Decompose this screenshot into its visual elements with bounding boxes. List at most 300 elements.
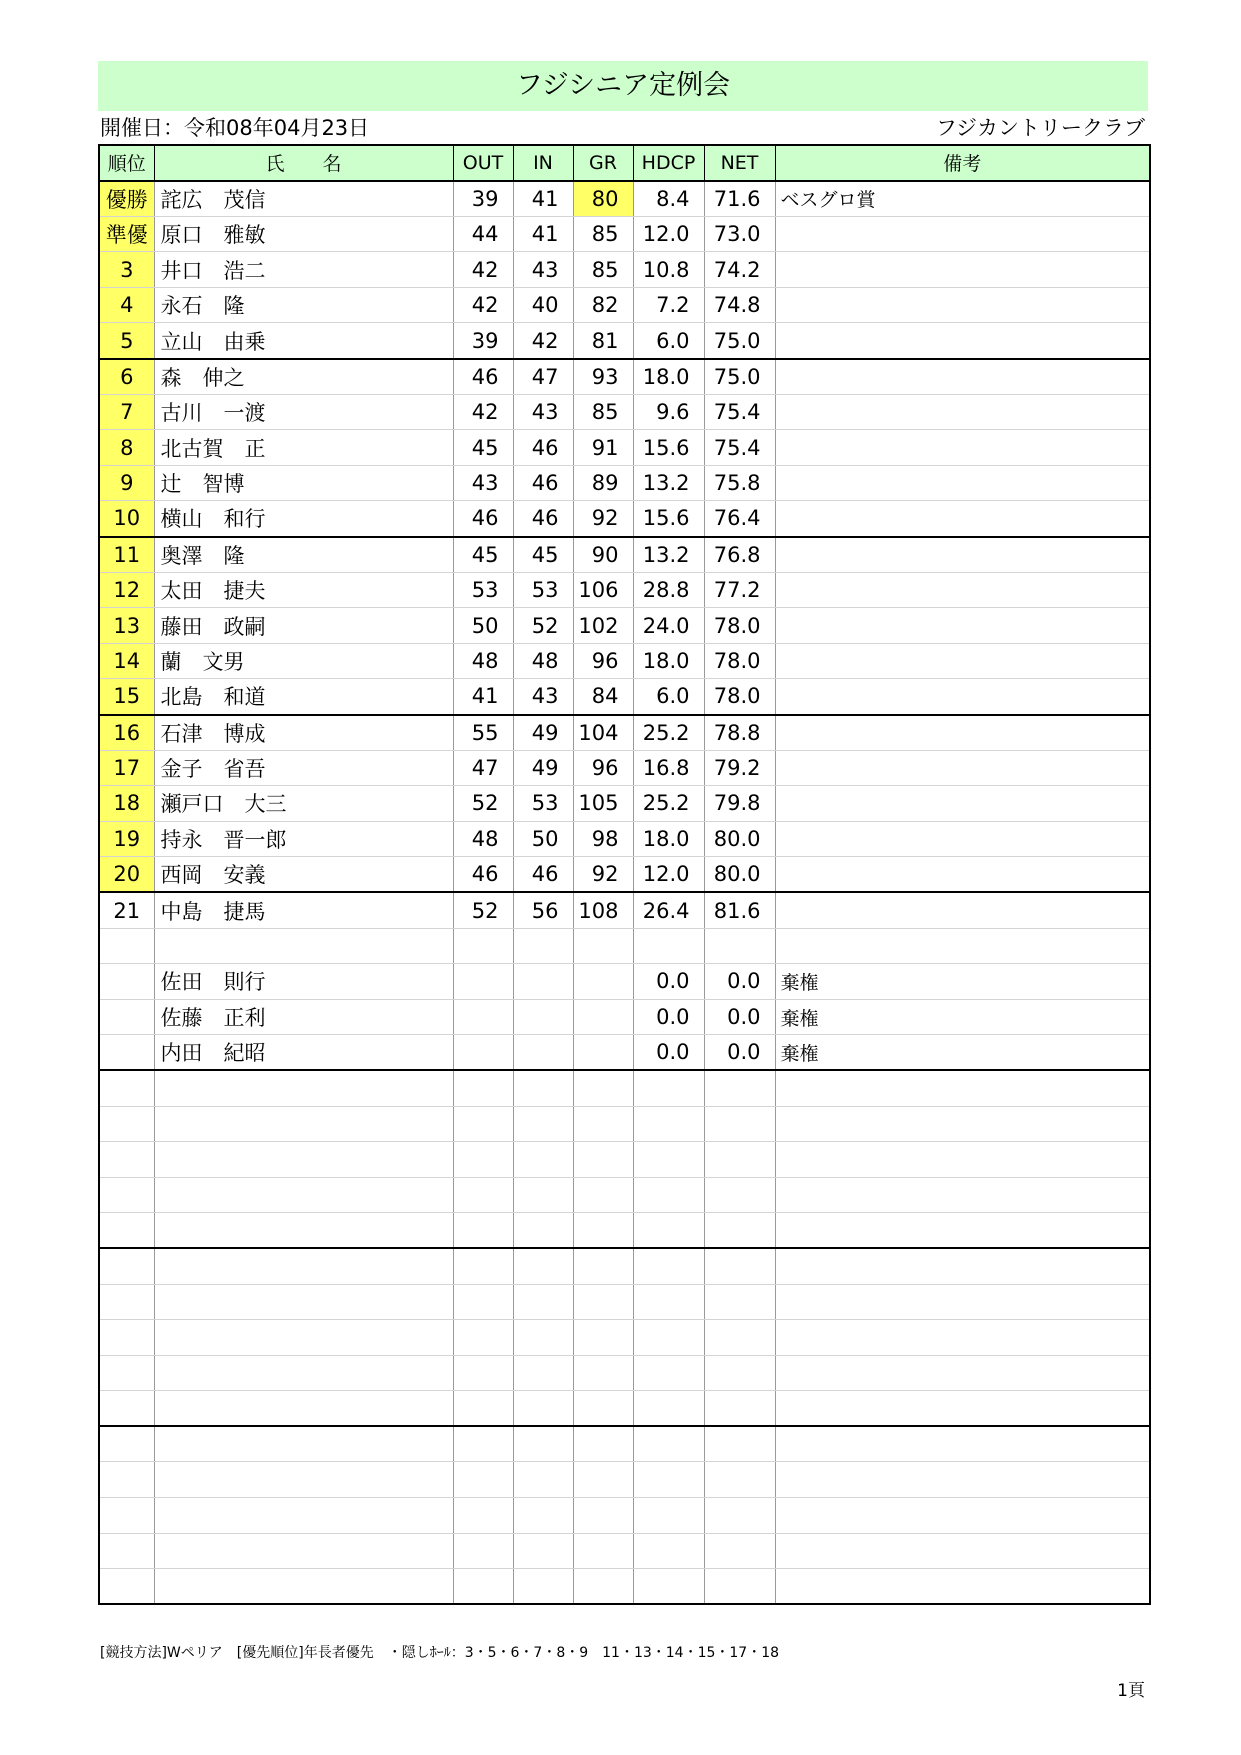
col-hdcp: HDCP <box>633 145 704 181</box>
cell-in: 53 <box>513 786 573 822</box>
cell-name <box>154 1355 453 1391</box>
cell-note <box>775 1106 1150 1142</box>
cell-gr: 102 <box>573 608 633 644</box>
cell-out: 43 <box>453 465 513 501</box>
cell-rank <box>99 1070 154 1106</box>
cell-in: 46 <box>513 857 573 893</box>
cell-hdcp <box>633 1533 704 1569</box>
cell-note <box>775 1177 1150 1213</box>
cell-rank: 5 <box>99 323 154 359</box>
cell-note <box>775 892 1150 928</box>
cell-in: 43 <box>513 679 573 715</box>
cell-note <box>775 572 1150 608</box>
cell-net <box>704 1569 775 1605</box>
table-row <box>99 216 1150 252</box>
table-row <box>99 999 1150 1035</box>
cell-in <box>513 1533 573 1569</box>
cell-name <box>154 1320 453 1356</box>
cell-out <box>453 1391 513 1427</box>
cell-name: 太田 捷夫 <box>154 572 453 608</box>
cell-hdcp: 6.0 <box>633 323 704 359</box>
cell-in <box>513 1177 573 1213</box>
cell-net: 75.8 <box>704 465 775 501</box>
cell-net <box>704 1248 775 1284</box>
cell-net: 0.0 <box>704 1035 775 1071</box>
table-row <box>99 181 1150 217</box>
cell-out <box>453 1320 513 1356</box>
cell-gr <box>573 1498 633 1534</box>
cell-in: 53 <box>513 572 573 608</box>
cell-in <box>513 1248 573 1284</box>
empty-row <box>99 1533 1150 1569</box>
cell-rank <box>99 1248 154 1284</box>
cell-rank <box>99 1284 154 1320</box>
cell-net: 0.0 <box>704 964 775 1000</box>
cell-gr: 81 <box>573 323 633 359</box>
cell-out <box>453 1213 513 1249</box>
table-row <box>99 359 1150 395</box>
table-row <box>99 394 1150 430</box>
cell-rank: 19 <box>99 821 154 857</box>
cell-out <box>453 928 513 964</box>
cell-in <box>513 1426 573 1462</box>
cell-in <box>513 1284 573 1320</box>
cell-hdcp: 15.6 <box>633 430 704 466</box>
empty-row <box>99 1391 1150 1427</box>
cell-gr <box>573 1284 633 1320</box>
cell-out: 53 <box>453 572 513 608</box>
cell-gr <box>573 999 633 1035</box>
cell-out: 52 <box>453 786 513 822</box>
cell-hdcp: 8.4 <box>633 181 704 217</box>
table-row <box>99 465 1150 501</box>
cell-rank <box>99 1106 154 1142</box>
cell-net: 75.4 <box>704 430 775 466</box>
cell-rank: 15 <box>99 679 154 715</box>
cell-out <box>453 1106 513 1142</box>
cell-gr <box>573 1248 633 1284</box>
cell-out: 55 <box>453 715 513 751</box>
cell-name <box>154 1177 453 1213</box>
competition-notes: [競技方法]Wペリア [優先順位]年長者優先 ・隠しﾎｰﾙ：3・5・6・7・8・9 11・13・14・15・17・18 <box>100 1645 780 1661</box>
cell-gr <box>573 1142 633 1178</box>
cell-rank <box>99 1569 154 1605</box>
cell-rank <box>99 999 154 1035</box>
table-row <box>99 287 1150 323</box>
cell-name: 立山 由乗 <box>154 323 453 359</box>
col-note: 備考 <box>775 145 1150 181</box>
empty-row <box>99 1106 1150 1142</box>
cell-in <box>513 1320 573 1356</box>
cell-hdcp: 18.0 <box>633 643 704 679</box>
cell-in <box>513 1106 573 1142</box>
cell-gr <box>573 1106 633 1142</box>
cell-rank <box>99 1426 154 1462</box>
empty-row <box>99 1142 1150 1178</box>
empty-row <box>99 1177 1150 1213</box>
col-in: IN <box>513 145 573 181</box>
cell-note <box>775 679 1150 715</box>
cell-hdcp <box>633 1462 704 1498</box>
cell-note <box>775 1533 1150 1569</box>
cell-hdcp: 18.0 <box>633 821 704 857</box>
cell-rank: 優勝 <box>99 181 154 217</box>
cell-out <box>453 1355 513 1391</box>
cell-rank <box>99 1142 154 1178</box>
cell-rank <box>99 1533 154 1569</box>
cell-gr: 85 <box>573 394 633 430</box>
cell-net: 79.8 <box>704 786 775 822</box>
cell-gr: 108 <box>573 892 633 928</box>
cell-in: 42 <box>513 323 573 359</box>
empty-row <box>99 1284 1150 1320</box>
cell-out: 39 <box>453 181 513 217</box>
cell-rank: 20 <box>99 857 154 893</box>
cell-gr <box>573 928 633 964</box>
cell-gr <box>573 1462 633 1498</box>
cell-net <box>704 1106 775 1142</box>
cell-out: 52 <box>453 892 513 928</box>
cell-net <box>704 1355 775 1391</box>
cell-net <box>704 1070 775 1106</box>
cell-out <box>453 1426 513 1462</box>
cell-in: 43 <box>513 394 573 430</box>
cell-hdcp: 7.2 <box>633 287 704 323</box>
table-row <box>99 501 1150 537</box>
cell-note <box>775 857 1150 893</box>
cell-net: 81.6 <box>704 892 775 928</box>
cell-net: 78.0 <box>704 643 775 679</box>
cell-hdcp: 25.2 <box>633 786 704 822</box>
cell-hdcp <box>633 1213 704 1249</box>
cell-in: 48 <box>513 643 573 679</box>
cell-net: 73.0 <box>704 216 775 252</box>
cell-hdcp: 25.2 <box>633 715 704 751</box>
cell-note <box>775 786 1150 822</box>
cell-name: 奥澤 隆 <box>154 537 453 573</box>
cell-net: 75.0 <box>704 359 775 395</box>
cell-gr <box>573 1569 633 1605</box>
cell-note <box>775 1320 1150 1356</box>
cell-gr: 80 <box>573 181 633 217</box>
cell-hdcp: 16.8 <box>633 750 704 786</box>
cell-in <box>513 1213 573 1249</box>
cell-hdcp <box>633 1355 704 1391</box>
cell-in: 52 <box>513 608 573 644</box>
cell-rank: 3 <box>99 252 154 288</box>
cell-name <box>154 1391 453 1427</box>
empty-row <box>99 1426 1150 1462</box>
cell-out <box>453 1498 513 1534</box>
cell-in <box>513 1498 573 1534</box>
cell-gr: 93 <box>573 359 633 395</box>
cell-note <box>775 465 1150 501</box>
cell-in <box>513 1569 573 1605</box>
cell-rank: 18 <box>99 786 154 822</box>
empty-row <box>99 1462 1150 1498</box>
table-row <box>99 964 1150 1000</box>
cell-gr: 90 <box>573 537 633 573</box>
cell-note <box>775 252 1150 288</box>
table-row <box>99 643 1150 679</box>
cell-hdcp: 10.8 <box>633 252 704 288</box>
cell-note <box>775 608 1150 644</box>
cell-rank: 11 <box>99 537 154 573</box>
cell-gr: 91 <box>573 430 633 466</box>
cell-note <box>775 537 1150 573</box>
cell-in: 49 <box>513 715 573 751</box>
cell-rank: 12 <box>99 572 154 608</box>
cell-name: 辻 智博 <box>154 465 453 501</box>
cell-name <box>154 1142 453 1178</box>
cell-out: 46 <box>453 857 513 893</box>
cell-rank <box>99 1213 154 1249</box>
table-row <box>99 715 1150 751</box>
cell-name <box>154 1284 453 1320</box>
cell-in: 41 <box>513 181 573 217</box>
cell-name <box>154 1569 453 1605</box>
cell-rank: 21 <box>99 892 154 928</box>
cell-net: 78.0 <box>704 679 775 715</box>
cell-rank <box>99 928 154 964</box>
cell-net <box>704 1142 775 1178</box>
table-row <box>99 892 1150 928</box>
cell-out <box>453 1248 513 1284</box>
cell-gr: 105 <box>573 786 633 822</box>
cell-name: 原口 雅敏 <box>154 216 453 252</box>
cell-gr: 85 <box>573 216 633 252</box>
cell-note <box>775 821 1150 857</box>
cell-in <box>513 1391 573 1427</box>
cell-rank: 8 <box>99 430 154 466</box>
cell-note <box>775 1391 1150 1427</box>
table-row <box>99 821 1150 857</box>
cell-name: 詫広 茂信 <box>154 181 453 217</box>
cell-net: 79.2 <box>704 750 775 786</box>
page-number: 1頁 <box>1117 1681 1145 1701</box>
cell-out: 42 <box>453 394 513 430</box>
cell-hdcp <box>633 1248 704 1284</box>
empty-row <box>99 1213 1150 1249</box>
cell-net <box>704 1320 775 1356</box>
cell-name: 北島 和道 <box>154 679 453 715</box>
cell-in: 46 <box>513 501 573 537</box>
cell-rank <box>99 1462 154 1498</box>
cell-gr <box>573 1533 633 1569</box>
cell-net: 76.8 <box>704 537 775 573</box>
cell-gr <box>573 1391 633 1427</box>
cell-note <box>775 1569 1150 1605</box>
cell-net <box>704 1284 775 1320</box>
cell-net: 75.4 <box>704 394 775 430</box>
empty-row <box>99 1498 1150 1534</box>
cell-gr <box>573 1320 633 1356</box>
cell-hdcp <box>633 1320 704 1356</box>
cell-net: 74.8 <box>704 287 775 323</box>
col-name: 氏 名 <box>154 145 453 181</box>
cell-rank <box>99 1498 154 1534</box>
cell-rank: 16 <box>99 715 154 751</box>
cell-gr <box>573 1035 633 1071</box>
cell-note <box>775 394 1150 430</box>
cell-note <box>775 1498 1150 1534</box>
cell-hdcp: 13.2 <box>633 537 704 573</box>
cell-in: 50 <box>513 821 573 857</box>
cell-rank: 13 <box>99 608 154 644</box>
cell-hdcp: 12.0 <box>633 216 704 252</box>
cell-note <box>775 1284 1150 1320</box>
cell-note <box>775 750 1150 786</box>
cell-in <box>513 1142 573 1178</box>
cell-net: 77.2 <box>704 572 775 608</box>
cell-rank: 10 <box>99 501 154 537</box>
cell-hdcp: 12.0 <box>633 857 704 893</box>
cell-name: 横山 和行 <box>154 501 453 537</box>
results-table <box>98 144 1151 1605</box>
cell-gr <box>573 964 633 1000</box>
cell-in: 46 <box>513 430 573 466</box>
cell-hdcp <box>633 928 704 964</box>
col-rank: 順位 <box>99 145 154 181</box>
cell-in: 45 <box>513 537 573 573</box>
cell-out: 48 <box>453 643 513 679</box>
cell-in: 40 <box>513 287 573 323</box>
cell-gr: 82 <box>573 287 633 323</box>
cell-hdcp: 6.0 <box>633 679 704 715</box>
table-row <box>99 323 1150 359</box>
cell-note: 棄権 <box>775 1035 1150 1071</box>
table-row <box>99 1035 1150 1071</box>
club-name: フジカントリークラブ <box>935 116 1145 140</box>
cell-name <box>154 1533 453 1569</box>
cell-out <box>453 1569 513 1605</box>
cell-rank: 17 <box>99 750 154 786</box>
cell-gr <box>573 1213 633 1249</box>
cell-net <box>704 1213 775 1249</box>
cell-name <box>154 1426 453 1462</box>
table-row <box>99 572 1150 608</box>
cell-net: 75.0 <box>704 323 775 359</box>
cell-name: 中島 捷馬 <box>154 892 453 928</box>
cell-note <box>775 1213 1150 1249</box>
cell-in <box>513 1355 573 1391</box>
cell-gr: 84 <box>573 679 633 715</box>
empty-row <box>99 1070 1150 1106</box>
cell-net: 80.0 <box>704 857 775 893</box>
cell-note <box>775 1070 1150 1106</box>
cell-note <box>775 715 1150 751</box>
cell-hdcp: 28.8 <box>633 572 704 608</box>
cell-name <box>154 1070 453 1106</box>
cell-hdcp: 9.6 <box>633 394 704 430</box>
cell-out <box>453 964 513 1000</box>
cell-hdcp: 24.0 <box>633 608 704 644</box>
cell-rank: 14 <box>99 643 154 679</box>
empty-row <box>99 1355 1150 1391</box>
cell-name <box>154 1248 453 1284</box>
table-row <box>99 252 1150 288</box>
cell-gr: 92 <box>573 857 633 893</box>
cell-name: 持永 晋一郎 <box>154 821 453 857</box>
cell-out: 47 <box>453 750 513 786</box>
cell-out <box>453 1284 513 1320</box>
empty-row <box>99 1248 1150 1284</box>
col-net: NET <box>704 145 775 181</box>
cell-in: 46 <box>513 465 573 501</box>
cell-out <box>453 1142 513 1178</box>
cell-out: 50 <box>453 608 513 644</box>
cell-rank <box>99 1035 154 1071</box>
table-row <box>99 750 1150 786</box>
cell-note <box>775 928 1150 964</box>
cell-note <box>775 287 1150 323</box>
cell-in: 43 <box>513 252 573 288</box>
cell-net <box>704 1391 775 1427</box>
cell-out: 41 <box>453 679 513 715</box>
cell-net <box>704 1533 775 1569</box>
cell-hdcp: 0.0 <box>633 999 704 1035</box>
cell-gr: 89 <box>573 465 633 501</box>
cell-net <box>704 1426 775 1462</box>
cell-out: 46 <box>453 501 513 537</box>
cell-net <box>704 1462 775 1498</box>
cell-out <box>453 1035 513 1071</box>
cell-gr: 85 <box>573 252 633 288</box>
cell-in <box>513 928 573 964</box>
cell-hdcp <box>633 1498 704 1534</box>
cell-gr: 104 <box>573 715 633 751</box>
cell-name: 古川 一渡 <box>154 394 453 430</box>
cell-hdcp <box>633 1284 704 1320</box>
cell-net: 71.6 <box>704 181 775 217</box>
cell-in <box>513 964 573 1000</box>
cell-out: 46 <box>453 359 513 395</box>
cell-net: 76.4 <box>704 501 775 537</box>
cell-name: 金子 省吾 <box>154 750 453 786</box>
cell-out <box>453 1533 513 1569</box>
cell-name: 藤田 政嗣 <box>154 608 453 644</box>
cell-note <box>775 1426 1150 1462</box>
cell-name <box>154 1213 453 1249</box>
cell-hdcp <box>633 1070 704 1106</box>
cell-in <box>513 1035 573 1071</box>
cell-name <box>154 1106 453 1142</box>
cell-note <box>775 501 1150 537</box>
cell-note <box>775 359 1150 395</box>
cell-rank <box>99 1320 154 1356</box>
cell-net <box>704 1177 775 1213</box>
cell-name <box>154 1462 453 1498</box>
cell-note <box>775 643 1150 679</box>
table-row <box>99 608 1150 644</box>
cell-hdcp: 13.2 <box>633 465 704 501</box>
cell-in <box>513 999 573 1035</box>
page-title: フジシニア定例会 <box>98 61 1148 111</box>
cell-rank: 9 <box>99 465 154 501</box>
cell-note: 棄権 <box>775 964 1150 1000</box>
cell-hdcp <box>633 1391 704 1427</box>
table-row <box>99 679 1150 715</box>
cell-rank <box>99 1391 154 1427</box>
cell-rank: 7 <box>99 394 154 430</box>
cell-net <box>704 928 775 964</box>
results-body <box>99 181 1150 1605</box>
cell-rank <box>99 1177 154 1213</box>
cell-rank <box>99 1355 154 1391</box>
empty-row <box>99 1569 1150 1605</box>
cell-note <box>775 430 1150 466</box>
cell-in: 41 <box>513 216 573 252</box>
